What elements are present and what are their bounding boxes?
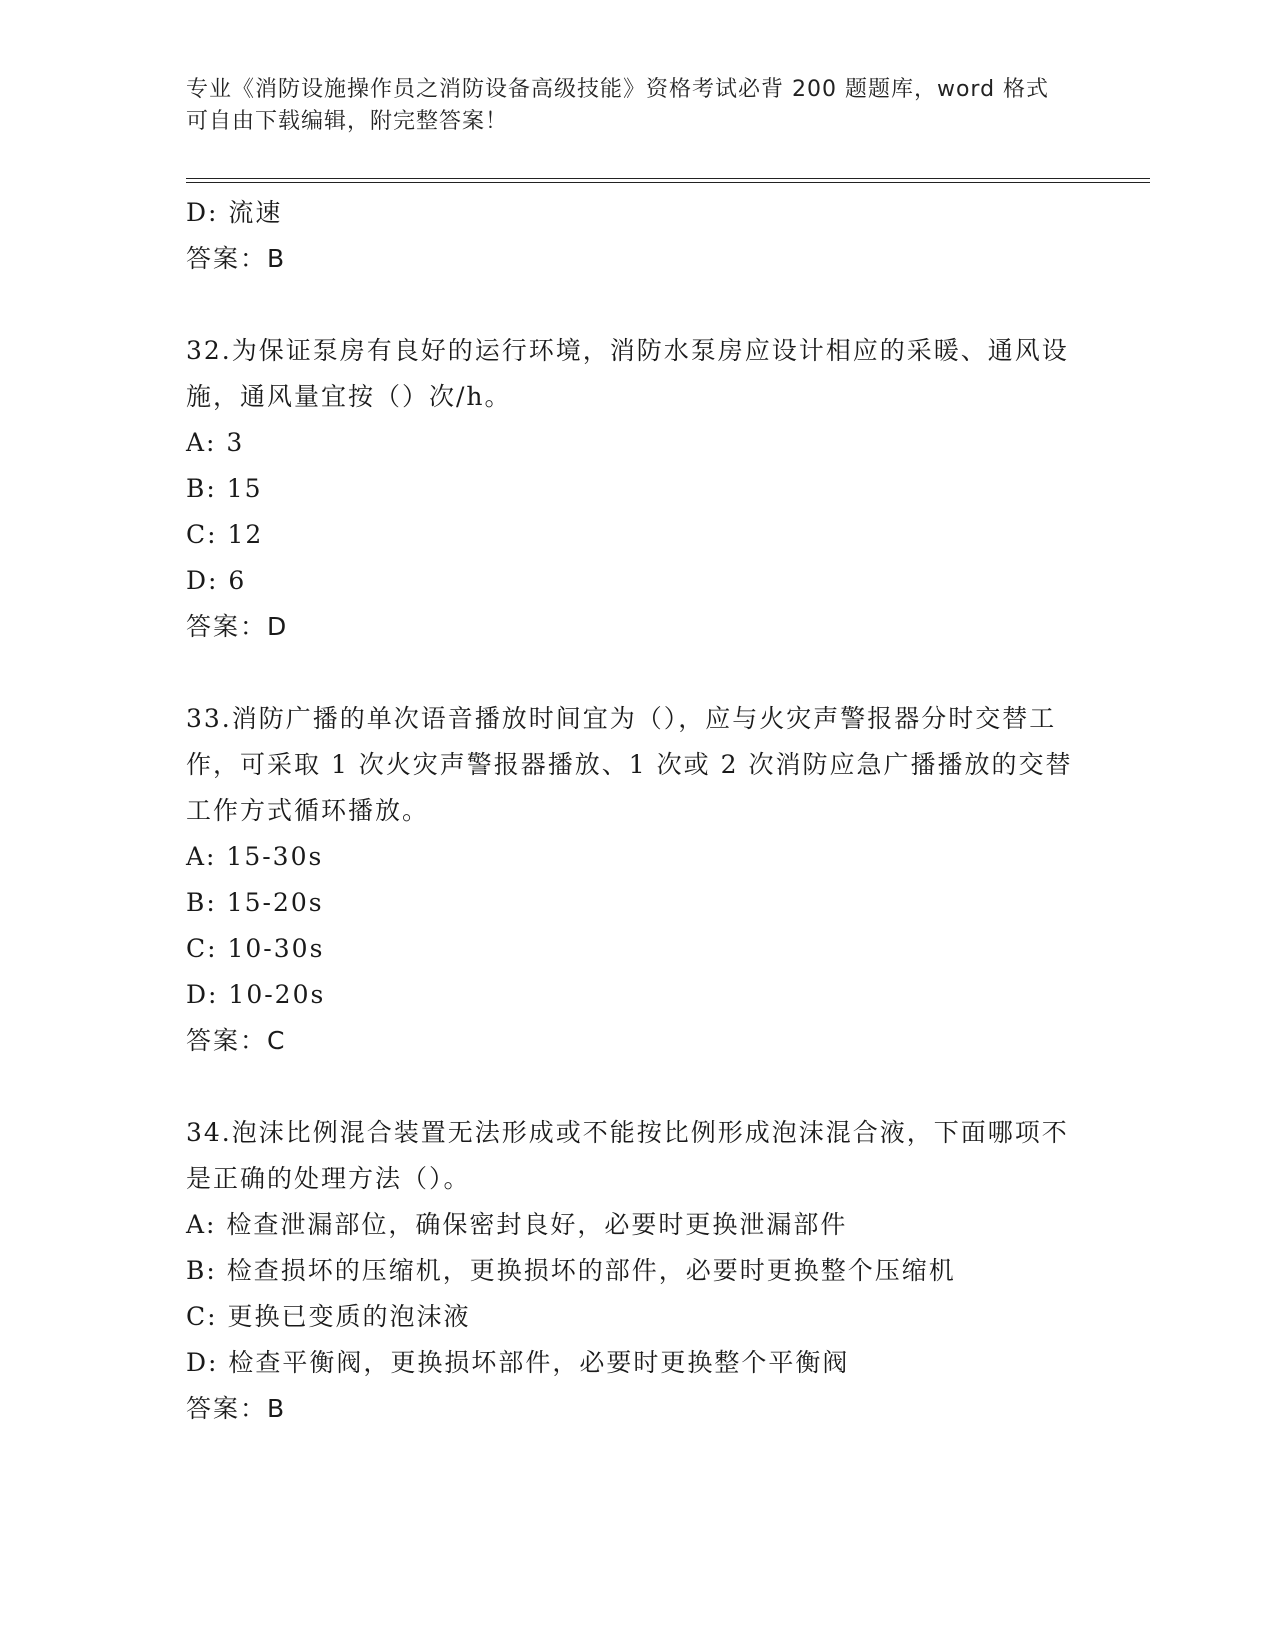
question-block <box>186 696 1086 1064</box>
option-a: A: 检查泄漏部位，确保密封良好，必要时更换泄漏部件 <box>186 1210 848 1239</box>
spacer <box>186 650 1086 696</box>
header-rule-top <box>186 178 1150 179</box>
header-rule-bottom <box>186 182 1150 183</box>
option-c: C: 更换已变质的泡沫液 <box>186 1302 471 1331</box>
option-b: B: 15-20s <box>186 888 324 917</box>
page-header: 专业《消防设施操作员之消防设备高级技能》资格考试必背 200 题题库，word 格式可自由下载编辑，附完整答案！ <box>186 77 1050 134</box>
question-text: 32.为保证泵房有良好的运行环境，消防水泵房应设计相应的采暖、通风设施，通风量宜按（）次/h。 <box>186 336 1069 411</box>
spacer <box>186 1064 1086 1110</box>
spacer <box>186 282 1086 328</box>
question-text: 33.消防广播的单次语音播放时间宜为（），应与火灾声警报器分时交替工作，可采取 1 次火灾声警报器播放、1 次或 2 次消防应急广播播放的交替工作方式循环播放。 <box>186 704 1073 825</box>
option-d: D: 6 <box>186 566 247 595</box>
answer-line: 答案：B <box>186 244 287 273</box>
question-block <box>186 1110 1086 1432</box>
option-d: D: 10-20s <box>186 980 326 1009</box>
question-block <box>186 328 1086 650</box>
answer-line: 答案：B <box>186 1394 287 1423</box>
answer-line: 答案：C <box>186 1026 287 1055</box>
answer-line: 答案：D <box>186 612 289 641</box>
option-d: D: 流速 <box>186 198 283 227</box>
option-b: B: 检查损坏的压缩机，更换损坏的部件，必要时更换整个压缩机 <box>186 1256 956 1285</box>
option-a: A: 15-30s <box>186 842 324 871</box>
question-list <box>186 190 1086 1432</box>
option-c: C: 10-30s <box>186 934 325 963</box>
option-b: B: 15 <box>186 474 263 503</box>
option-d: D: 检查平衡阀，更换损坏部件，必要时更换整个平衡阀 <box>186 1348 850 1377</box>
option-c: C: 12 <box>186 520 264 549</box>
option-a: A: 3 <box>186 428 245 457</box>
question-text: 34.泡沫比例混合装置无法形成或不能按比例形成泡沫混合液，下面哪项不是正确的处理方法（）。 <box>186 1118 1069 1193</box>
